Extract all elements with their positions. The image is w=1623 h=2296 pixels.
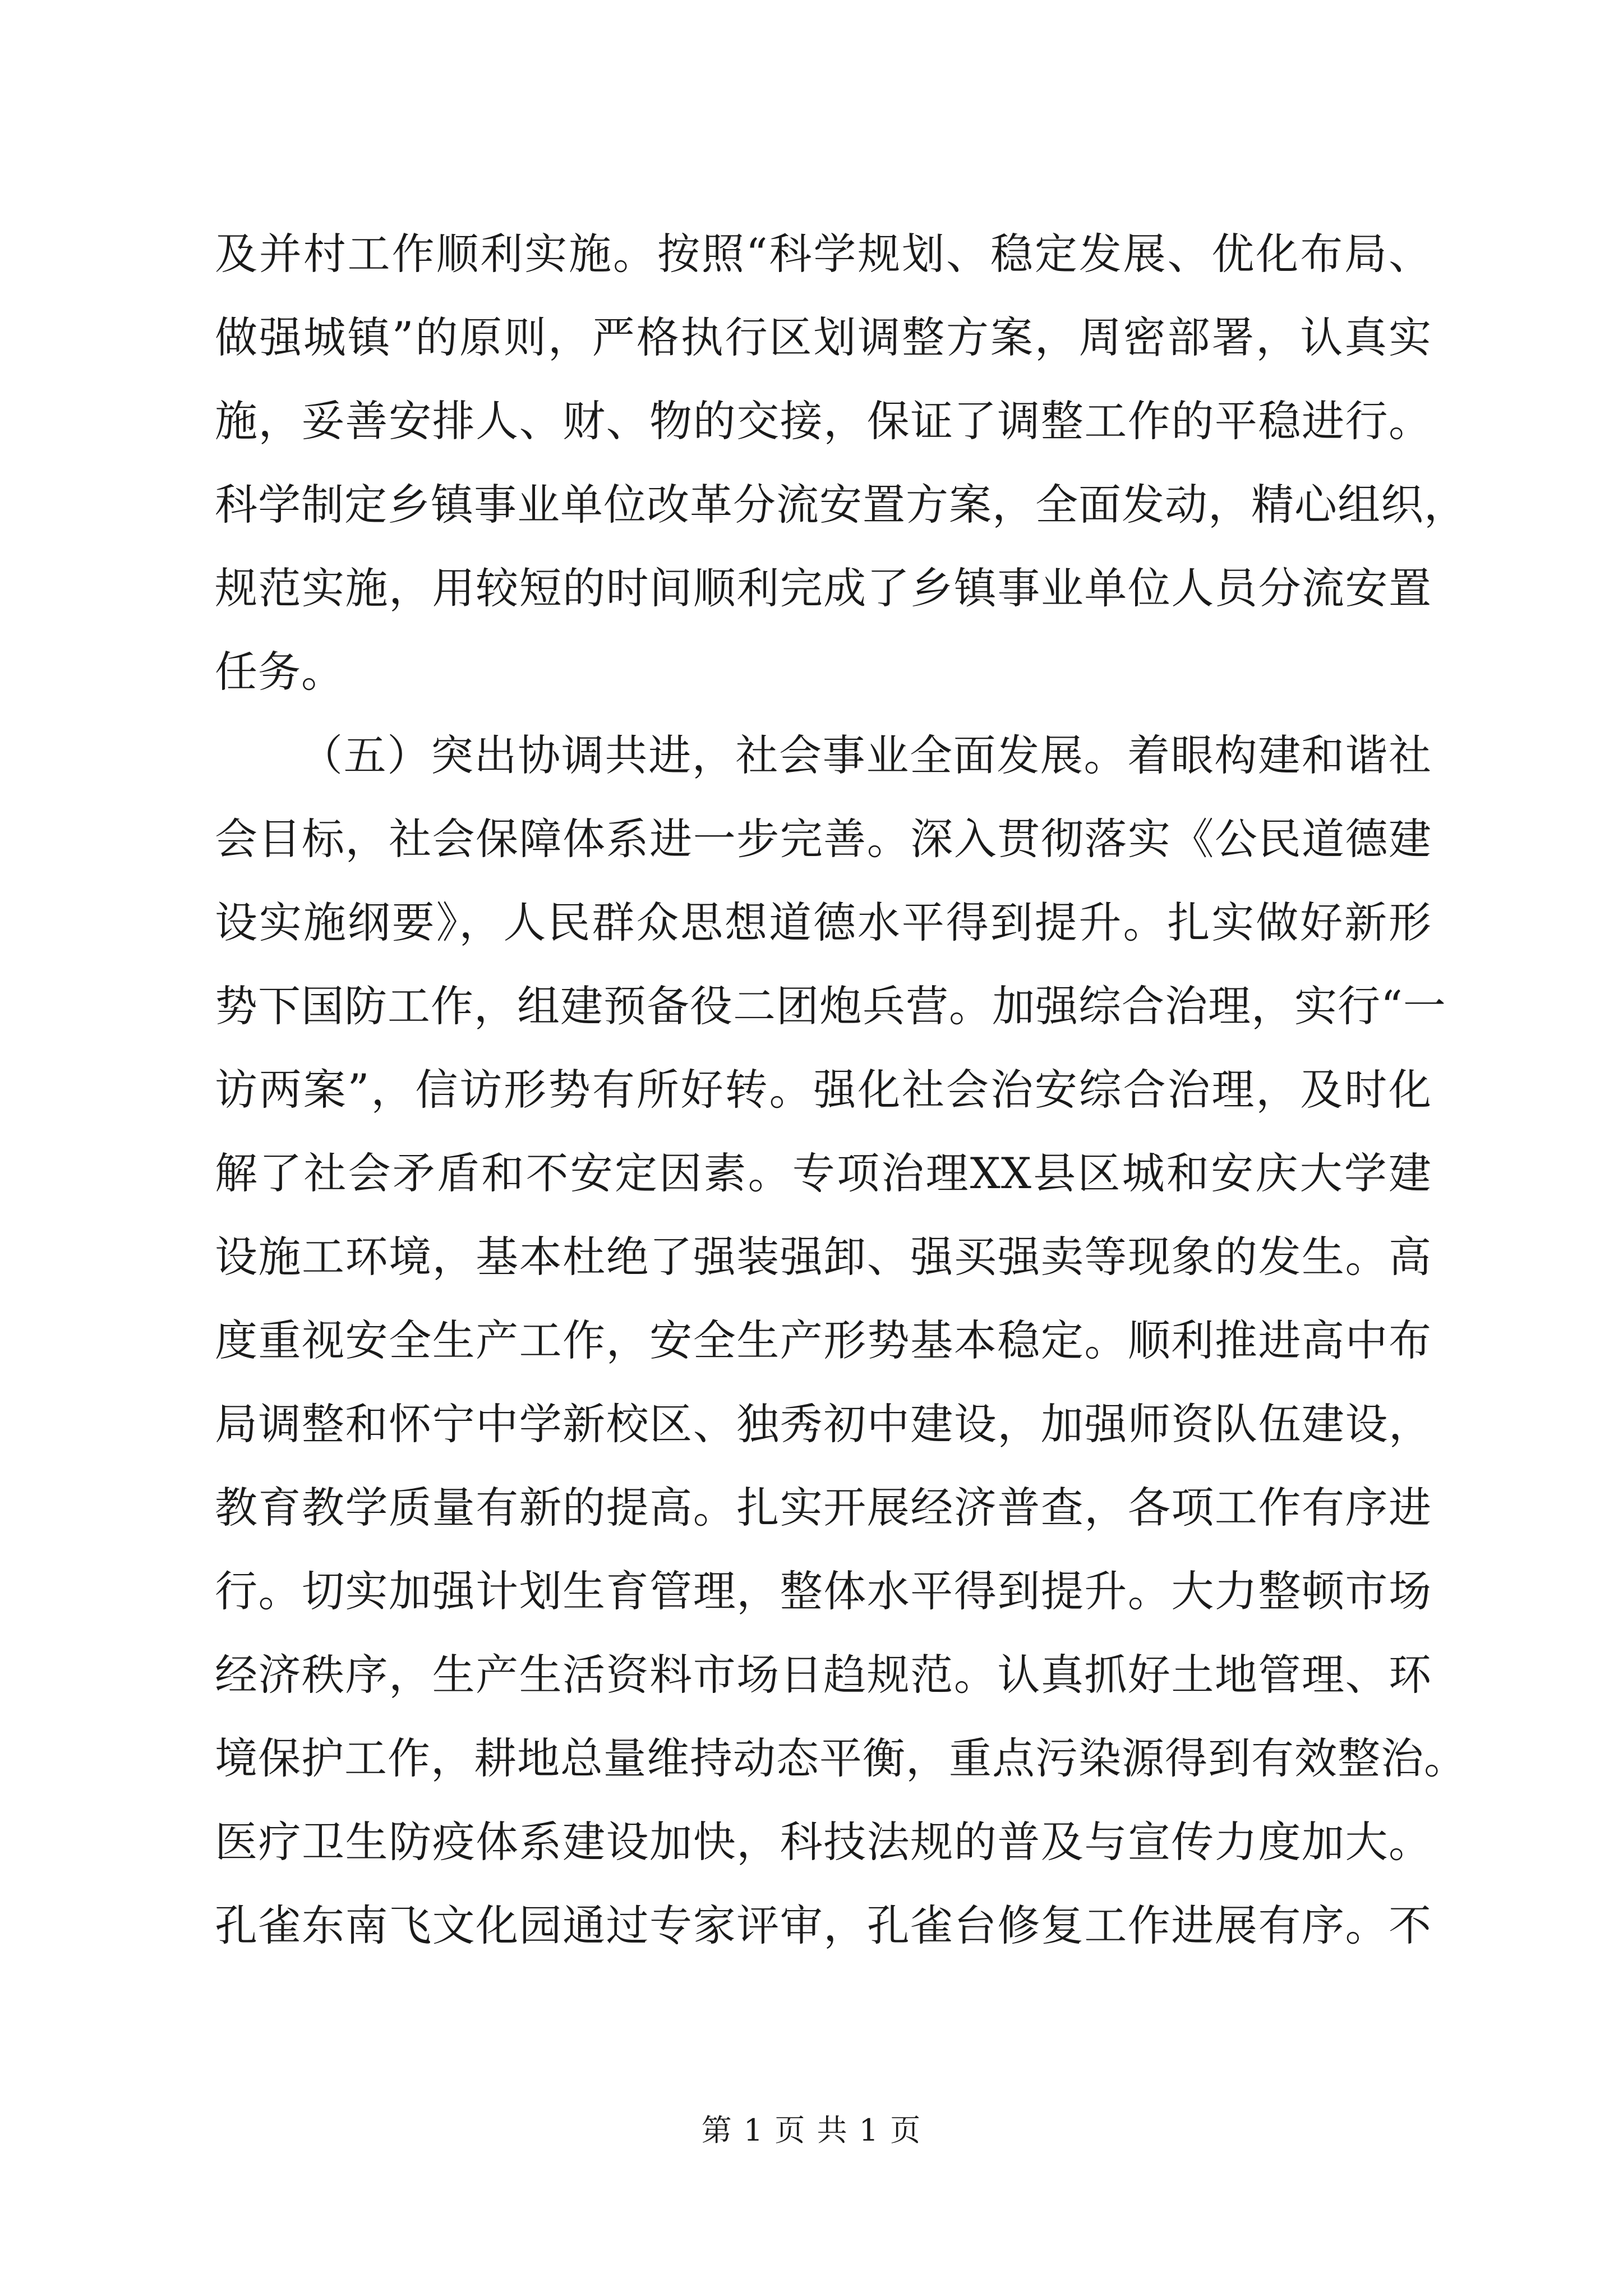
text-line: 访两案”，信访形势有所好转。强化社会治安综合治理，及时化 — [215, 1065, 1432, 1115]
text-line: 设实施纲要》，人民群众思想道德水平得到提升。扎实做好新形 — [215, 898, 1432, 947]
text-line: （五）突出协调共进，社会事业全面发展。着眼构建和谐社 — [300, 730, 1432, 780]
text-line: 经济秩序，生产生活资料市场日趋规范。认真抓好土地管理、环 — [215, 1650, 1432, 1700]
page-number-footer: 第 1 页 共 1 页 — [701, 2113, 922, 2148]
text-line: 施，妥善安排人、财、物的交接，保证了调整工作的平稳进行。 — [215, 396, 1432, 446]
paragraph — [215, 714, 1467, 1967]
text-line: 孔雀东南飞文化园通过专家评审，孔雀台修复工作进展有序。不 — [215, 1901, 1432, 1950]
text-line: 医疗卫生防疫体系建设加快，科技法规的普及与宣传力度加大。 — [215, 1817, 1432, 1867]
text-line: 做强城镇”的原则，严格执行区划调整方案，周密部署，认真实 — [215, 312, 1432, 362]
text-line: 及并村工作顺利实施。按照“科学规划、稳定发展、优化布局、 — [215, 229, 1432, 279]
text-line: 势下国防工作，组建预备役二团炮兵营。加强综合治理，实行“一 — [215, 981, 1446, 1031]
document-body — [215, 212, 1467, 1967]
text-line: 科学制定乡镇事业单位改革分流安置方案，全面发动，精心组织， — [215, 480, 1467, 530]
text-line: 行。切实加强计划生育管理，整体水平得到提升。大力整顿市场 — [215, 1566, 1432, 1616]
text-line: 任务。 — [215, 647, 344, 697]
text-line: 度重视安全生产工作，安全生产形势基本稳定。顺利推进高中布 — [215, 1315, 1432, 1365]
text-line: 局调整和怀宁中学新校区、独秀初中建设，加强师资队伍建设， — [215, 1399, 1432, 1449]
text-line: 教育教学质量有新的提高。扎实开展经济普查，各项工作有序进 — [215, 1483, 1432, 1533]
paragraph — [215, 212, 1467, 714]
text-line: 境保护工作，耕地总量维持动态平衡，重点污染源得到有效整治。 — [215, 1733, 1467, 1783]
text-line: 会目标，社会保障体系进一步完善。深入贯彻落实《公民道德建 — [215, 814, 1432, 864]
text-line: 设施工环境，基本杜绝了强装强卸、强买强卖等现象的发生。高 — [215, 1232, 1432, 1282]
text-line: 规范实施，用较短的时间顺利完成了乡镇事业单位人员分流安置 — [215, 563, 1432, 613]
text-line: 解了社会矛盾和不安定因素。专项治理XX县区城和安庆大学建 — [215, 1148, 1432, 1198]
